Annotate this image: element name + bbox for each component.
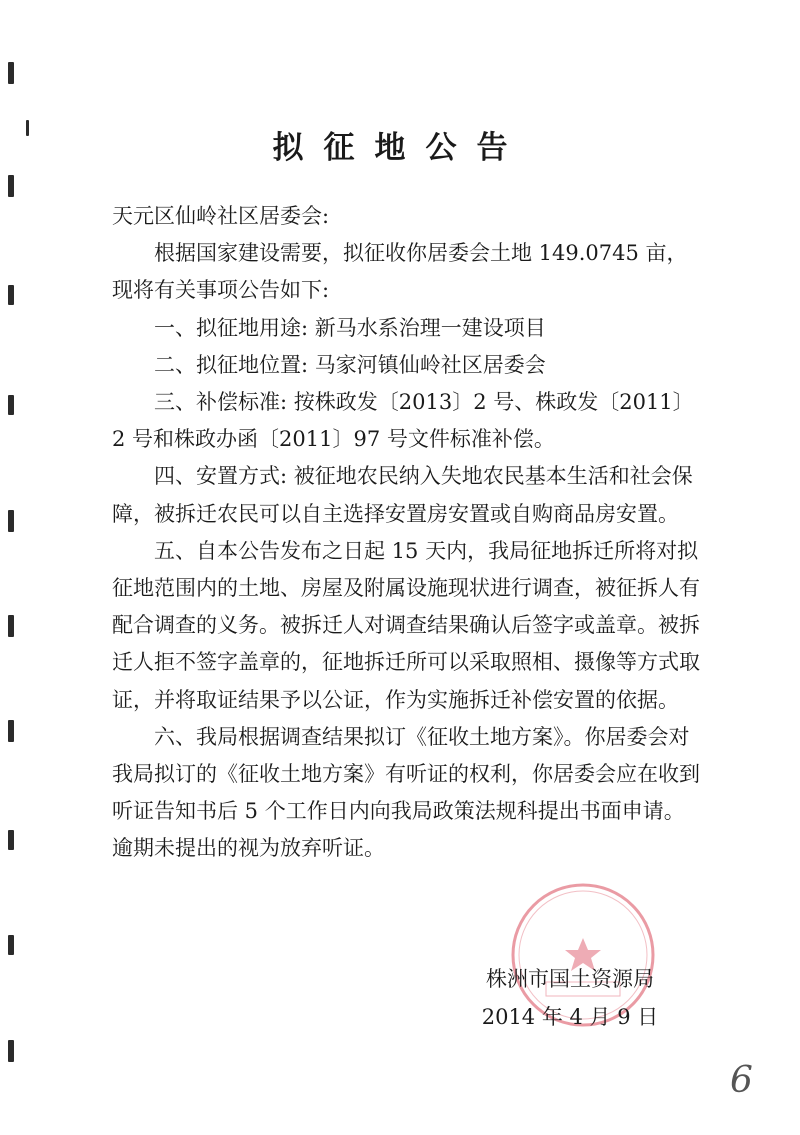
paragraph-location: 二、拟征地位置: 马家河镇仙岭社区居委会 [154, 352, 546, 377]
document-title: 拟征地公告 [272, 130, 528, 166]
binding-mark [8, 62, 14, 84]
binding-mark [8, 1040, 14, 1062]
binding-mark [8, 285, 14, 305]
paragraph-survey: 五、自本公告发布之日起 15 天内，我局征地拆迁所将对拟征地范围内的土地、房屋及附属设施现状进行调查，被征拆人有配合调查的义务。被拆迁人对调查结果确认后签字或盖章。被拆迁人拒不签字盖章的，征地拆迁所可以采取照相、摄像等方式取证，并将取证结果予以公证，作为实施拆迁补偿安置的依据。 [112, 538, 700, 712]
binding-mark [8, 510, 14, 532]
issue-date: 2014 年 4 月 9 日 [481, 1005, 659, 1029]
page-number: 6 [730, 1060, 753, 1101]
binding-mark [8, 615, 14, 637]
binding-mark [8, 720, 14, 742]
paragraph-intro: 根据国家建设需要，拟征收你居委会土地 149.0745 亩，现将有关事项公告如下: [112, 241, 688, 303]
document-body [112, 198, 704, 868]
binding-mark [8, 395, 14, 415]
binding-mark [8, 830, 14, 850]
issuer-name: 株洲市国土资源局 [486, 967, 654, 991]
binding-mark [8, 175, 14, 197]
paragraph-compensation: 三、补偿标准: 按株政发〔2013〕2 号、株政发〔2011〕2 号和株政办函〔2011〕97 号文件标准补偿。 [112, 390, 694, 452]
paragraph-purpose: 一、拟征地用途: 新马水系治理一建设项目 [154, 315, 546, 340]
salutation: 天元区仙岭社区居委会: [112, 204, 330, 228]
binding-mark [8, 935, 14, 955]
paragraph-hearing: 六、我局根据调查结果拟订《征收土地方案》。你居委会对我局拟订的《征收土地方案》有听证的权利，你居委会应在收到听证告知书后 5 个工作日内向我局政策法规科提出书面申请。逾期未提出的视为放弃听证。 [112, 724, 700, 861]
paragraph-resettlement: 四、安置方式: 被征地农民纳入失地农民基本生活和社会保障，被拆迁农民可以自主选择安置房安置或自购商品房安置。 [112, 464, 693, 526]
